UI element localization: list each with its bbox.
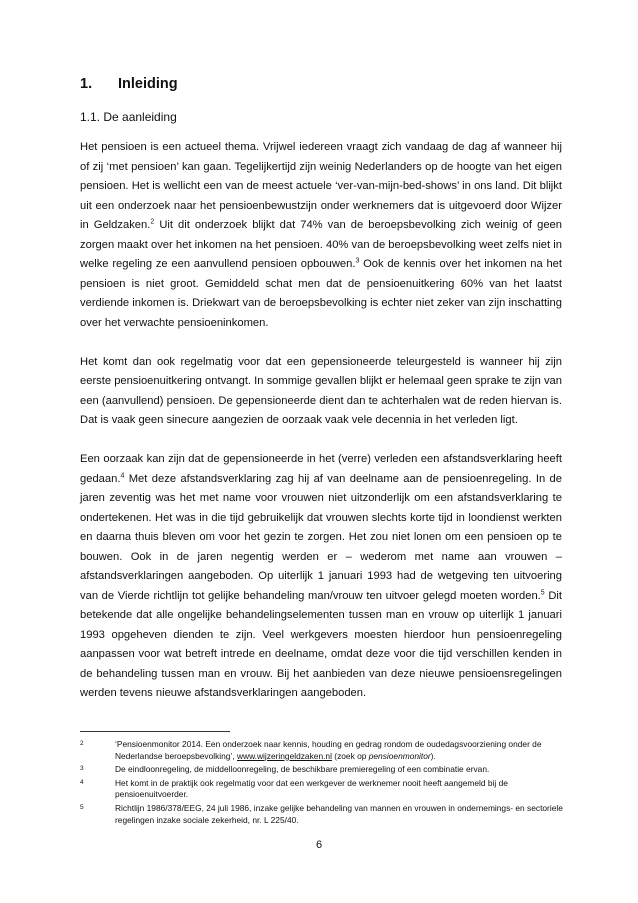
- paragraph-1: Het pensioen is een actueel thema. Vrijwel iedereen vraagt zich vandaag de dag af wanneer hij of zij ‘met pensioen’ kan gaan. Tegelijkertijd zijn weinig Nederlanders op de hoogte van het eigen pensioen. Het is wellicht een van de meest actuele ‘ver-van-mijn-bed-shows’ in ons land. Dit blijkt uit een onderzoek naar het pensioenbewustzijn onder werknemers dat is uitgevoerd door Wijzer in Geldzaken.$^2$ Uit dit onderzoek blijkt dat 74% van de beroepsbevolking zich weinig of geen zorgen maakt over het inkomen na het pensioen. 40% van de beroepsbevolking weet zelfs niet in welke regeling ze een aanvullend pensioen opbouwen.$^3$ Ook de kennis over het inkomen na het pensioen is niet groot. Gemiddeld schat men dat de pensioenuitkering 60% van het laatst verdiende inkomen is. Driekwart van de beroepsbevolking is echter niet zeker van zijn inschatting over het verwachte pensioeninkomen.: [80, 141, 563, 329]
- footnote-ref-2[interactable]: 2: [150, 218, 155, 226]
- footnotes: [80, 739, 565, 828]
- footnote-text: Het komt in de praktijk ook regelmatig voor dat een werkgever de werknemer nooit heeft aangemeld bij de pensioenuitvoerder.: [115, 777, 508, 800]
- paragraph-2: Het komt dan ook regelmatig voor dat een gepensioneerde teleurgesteld is wanneer hij zijn eerste pensioenuitkering ontvangt. In sommige gevallen blijkt er helemaal geen sprake te zijn van een (aanvullend) pensioen. De gepensioneerde dient dan te achterhalen wat de reden hiervan is. Dat is vaak geen sinecure aangezien de oorzaak vaak vele decennia in het verleden ligt.: [80, 355, 562, 426]
- footnote-link[interactable]: www.wijzeringeldzaken.nl: [236, 750, 332, 761]
- page-number: 6: [315, 839, 323, 851]
- footnote-separator: [80, 731, 230, 732]
- footnote-mark: 3: [80, 765, 84, 773]
- footnote-ref-5[interactable]: 5: [540, 588, 545, 596]
- body-text: [80, 138, 562, 723]
- footnote-ref-3[interactable]: 3: [355, 257, 360, 265]
- footnote-mark: 4: [80, 778, 84, 786]
- footnote-mark: 2: [80, 740, 84, 747]
- footnote-4: [80, 778, 565, 801]
- footnote-5: [80, 803, 565, 826]
- footnote-text: ‘Pensioenmonitor 2014. Een onderzoek naar kennis, houding en gedrag rondom de oudedagsvoorziening onder de Nederlandse beroepsbevolking’, www.wijzeringeldzaken.nl (zoek op pensioenmonitor).: [115, 739, 542, 761]
- footnote-3: [80, 764, 565, 776]
- paragraph-3: Een oorzaak kan zijn dat de gepensioneerde in het (verre) verleden een afstandsverklaring heeft gedaan.$^4$ Met deze afstandsverklaring zag hij af van deelname aan de pensioenregeling. In de jaren zeventig was het met name voor vrouwen niet uitzonderlijk om een afstandsverklaring te ondertekenen. Het was in die tijd gebruikelijk dat vrouwen slechts korte tijd in loondienst werkten en daarna thuis bleven om voor het gezin te zorgen. Het zou niet lonen om een pensioen op te bouwen. Ook in de jaren negentig werden er – wederom met name aan vrouwen – afstandsverklaringen aangeboden. Op uiterlijk 1 januari 1993 had de wetgeving ten uitvoering van de Vierde richtlijn tot gelijke behandeling man/vrouw ten uitvoer gelegd moeten worden.$^5$ Dit betekende dat alle ongelijke behandelingselementen tussen man en vrouw op uiterlijk 1 januari 1993 opgeheven dienden te zijn. Veel werkgevers moesten hierdoor hun pensioenregeling aanpassen voor wat betreft intrede en deelname, omdat deze voor die tijd verschillen kenden in de behandeling tussen man en vrouw. Bij het aanbieden van deze nieuwe pensioensregelingen werden tevens nieuwe afstandsverklaringen aangeboden.: [80, 453, 562, 699]
- footnote-text: Richtlijn 1986/378/EEG, 24 juli 1986, inzake gelijke behandeling van mannen en vrouwen in ondernemings- en sectoriele regelingen inzake sociale zekerheid, nr. L 225/40.: [115, 802, 563, 825]
- footnote-2: [80, 739, 565, 762]
- chapter-heading: [80, 76, 178, 92]
- chapter-number: 1.: [80, 76, 93, 92]
- footnote-ref-4[interactable]: 4: [120, 471, 125, 479]
- section-heading: 1.1. De aanleiding: [80, 110, 177, 124]
- chapter-title: Inleiding: [118, 76, 178, 92]
- footnote-text: De eindloonregeling, de middelloonregeling, de beschikbare premieregeling of een combinatie ervan.: [115, 764, 490, 775]
- footnote-mark: 5: [80, 803, 84, 811]
